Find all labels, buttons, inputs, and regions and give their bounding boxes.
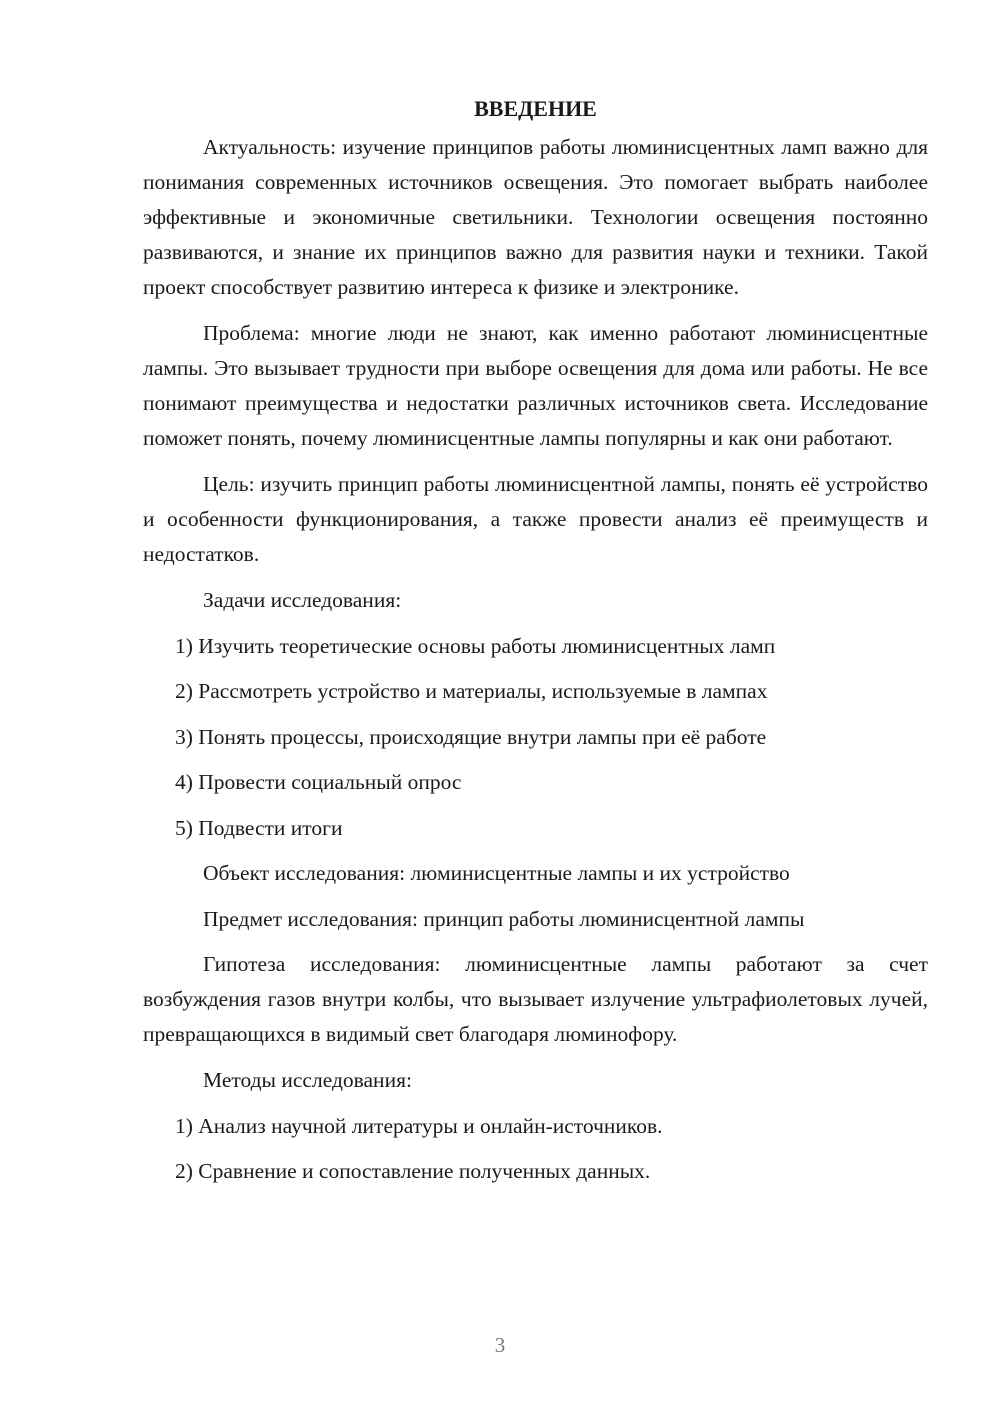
list-item: 2) Сравнение и сопоставление полученных данных. <box>175 1159 651 1183</box>
list-item: 3) Понять процессы, происходящие внутри лампы при её работе <box>175 724 767 749</box>
tasks-title: Задачи исследования: <box>203 588 402 612</box>
research-object: Объект исследования: люминисцентные лампы и их устройство <box>203 861 790 885</box>
list-item: 1) Изучить теоретические основы работы люминисцентных ламп <box>175 633 776 658</box>
relevance-paragraph: Актуальность: изучение принципов работы люминисцентных ламп важно для понимания современных источников освещения. Это помогает выбрать наиболее эффективные и экономичные светильники. Технологии освещения постоянно развиваются, и знание их принципов важно для развития науки и техники. Такой проект способствует развитию интереса к физике и электронике. <box>143 135 928 299</box>
list-item: 2) Рассмотреть устройство и материалы, используемые в лампах <box>175 679 768 703</box>
page-number: 3 <box>494 1333 506 1357</box>
problem-paragraph: Проблема: многие люди не знают, как именно работают люминисцентные лампы. Это вызывает трудности при выборе освещения для дома или работы. Не все понимают преимущества и недостатки различных источников света. Исследование поможет понять, почему люминисцентные лампы популярны и как они работают. <box>143 321 928 450</box>
list-item: 1) Анализ научной литературы и онлайн-источников. <box>175 1113 663 1138</box>
hypothesis-paragraph: Гипотеза исследования: люминисцентные лампы работают за счет возбуждения газов внутри колбы, что вызывает излучение ультрафиолетовых лучей, превращающихся в видимый свет благодаря люминофору. <box>143 952 928 1046</box>
list-item: 4) Провести социальный опрос <box>175 770 462 794</box>
tasks-list <box>143 629 928 846</box>
goal-paragraph: Цель: изучить принцип работы люминисцентной лампы, понять её устройство и особенности функционирования, а также провести анализ её преимуществ и недостатков. <box>143 472 928 566</box>
list-item: 5) Подвести итоги <box>175 815 343 840</box>
methods-list <box>143 1109 928 1190</box>
methods-title: Методы исследования: <box>203 1068 412 1092</box>
section-heading: ВВЕДЕНИЕ <box>474 96 597 121</box>
research-subject: Предмет исследования: принцип работы люминисцентной лампы <box>203 906 805 931</box>
